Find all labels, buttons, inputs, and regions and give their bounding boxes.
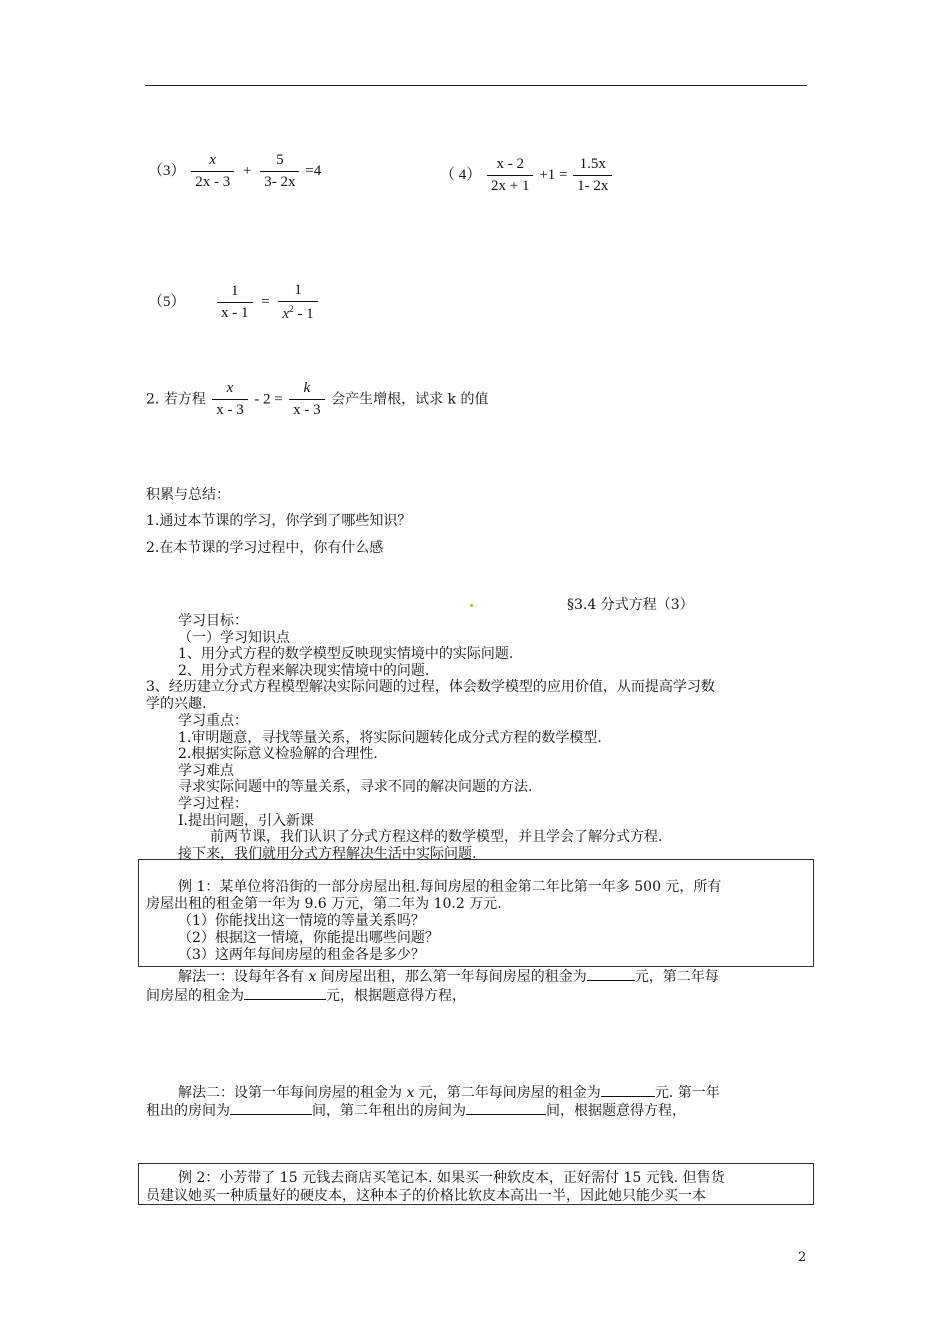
- header-rule: [145, 85, 807, 86]
- lesson-line: （一）学习知识点: [178, 630, 290, 646]
- lesson-line: Ⅰ.提出问题，引入新课: [178, 813, 314, 829]
- fraction: $\frac{5}{3- 2x}$: [260, 152, 299, 191]
- lesson-line: 学习目标：: [178, 613, 248, 629]
- solution-2-line: 租出的房间为 间，第二年租出的房间为 间，根据题意得方程，: [146, 1103, 686, 1119]
- problem-3-label: （3）: [148, 162, 186, 179]
- problem-4-label: （ 4）: [440, 166, 482, 183]
- example-2-text: 员建议她买一种质量好的硬皮本，这种本子的价格比软皮本高出一半，因此她只能少买一本: [146, 1188, 706, 1204]
- answer-blank[interactable]: [587, 968, 635, 981]
- problem-4: （ 4） $\frac{x - 2}{2x + 1}$ +1 = $\frac{1.5x}{1- 2x}$: [440, 156, 614, 195]
- fraction: $\frac{1}{x^2 - 1}$: [278, 282, 317, 323]
- lesson-line: 2、用分式方程来解决现实情境中的问题.: [178, 663, 430, 679]
- fraction: $\frac{x}{2x - 3}$: [191, 152, 234, 191]
- section-title: §3.4 分式方程（3）: [567, 597, 694, 613]
- answer-blank[interactable]: [244, 987, 326, 1000]
- question-2: 2. 若方程 $\frac{x}{x - 3}$ - 2 = $\frac{k}{x - 3}$ 会产生增根，试求 k 的值: [146, 380, 489, 418]
- example-1-text: 房屋出租的租金第一年为 9.6 万元，第二年为 10.2 万元.: [146, 896, 502, 912]
- answer-blank[interactable]: [601, 1084, 655, 1097]
- answer-blank[interactable]: [230, 1102, 312, 1115]
- lesson-line: 接下来，我们就用分式方程解决生活中实际问题.: [178, 846, 477, 862]
- lesson-line: 学习重点：: [178, 713, 248, 729]
- example-1-question: （3）这两年每间房屋的租金各是多少？: [178, 947, 425, 963]
- solution-1-line: 间房屋的租金为 元，根据题意得方程，: [146, 988, 466, 1004]
- page-number: 2: [798, 1250, 807, 1265]
- solution-1-line: 解法一：设每年各有 x 间房屋出租，那么第一年每间房屋的租金为 元，第二年每: [178, 969, 719, 985]
- solution-2-line: 解法二：设第一年每间房屋的租金为 x 元，第二年每间房屋的租金为 元. 第一年: [178, 1085, 720, 1101]
- lesson-line: 学习难点: [178, 763, 234, 779]
- lesson-line: 1、用分式方程的数学模型反映现实情境中的实际问题.: [178, 646, 514, 662]
- problem-5-label: （5）: [148, 293, 186, 310]
- answer-blank[interactable]: [466, 1102, 546, 1115]
- example-2-text: 例 2：小芳带了 15 元钱去商店买笔记本. 如果买一种软皮本，正好需付 15 元钱. 但售货: [178, 1170, 725, 1186]
- example-1-text: 例 1：某单位将沿街的一部分房屋出租.每间房屋的租金第二年比第一年多 500 元，所有: [178, 879, 722, 895]
- fraction: $\frac{x}{x - 3}$: [212, 380, 248, 419]
- fraction: $\frac{1}{x - 1}$: [217, 283, 253, 322]
- lesson-line: 1.审明题意，寻找等量关系，将实际问题转化成分式方程的数学模型.: [178, 730, 602, 746]
- summary-item: 1.通过本节课的学习，你学到了哪些知识？: [146, 513, 412, 529]
- lesson-line: 前两节课，我们认识了分式方程这样的数学模型，并且学会了解分式方程.: [210, 829, 663, 845]
- example-1-question: （1）你能找出这一情境的等量关系吗？: [178, 913, 425, 929]
- summary-item: 2.在本节课的学习过程中，你有什么感: [146, 540, 384, 556]
- fraction: $\frac{k}{x - 3}$: [289, 380, 325, 419]
- problem-5: （5） $\frac{1}{x - 1}$ = $\frac{1}{x^2 - 1}$: [148, 282, 320, 323]
- lesson-line: 3、经历建立分式方程模型解决实际问题的过程，体会数学模型的应用价值，从而提高学习数: [146, 679, 715, 695]
- lesson-line: 学的兴趣.: [146, 696, 207, 712]
- example-1-question: （2）根据这一情境，你能提出哪些问题？: [178, 930, 439, 946]
- problem-3: （3） $\frac{x}{2x - 3}$ + $\frac{5}{3- 2x}$ =4: [148, 152, 322, 190]
- fraction: $\frac{1.5x}{1- 2x}$: [573, 156, 612, 195]
- fraction: $\frac{x - 2}{2x + 1}$: [487, 156, 533, 195]
- lesson-line: 学习过程：: [178, 796, 248, 812]
- summary-title: 积累与总结：: [146, 487, 230, 503]
- lesson-line: 寻求实际问题中的等量关系，寻求不同的解决问题的方法.: [178, 779, 533, 795]
- lesson-line: 2.根据实际意义检验解的合理性.: [178, 746, 378, 762]
- stray-mark: [470, 604, 473, 607]
